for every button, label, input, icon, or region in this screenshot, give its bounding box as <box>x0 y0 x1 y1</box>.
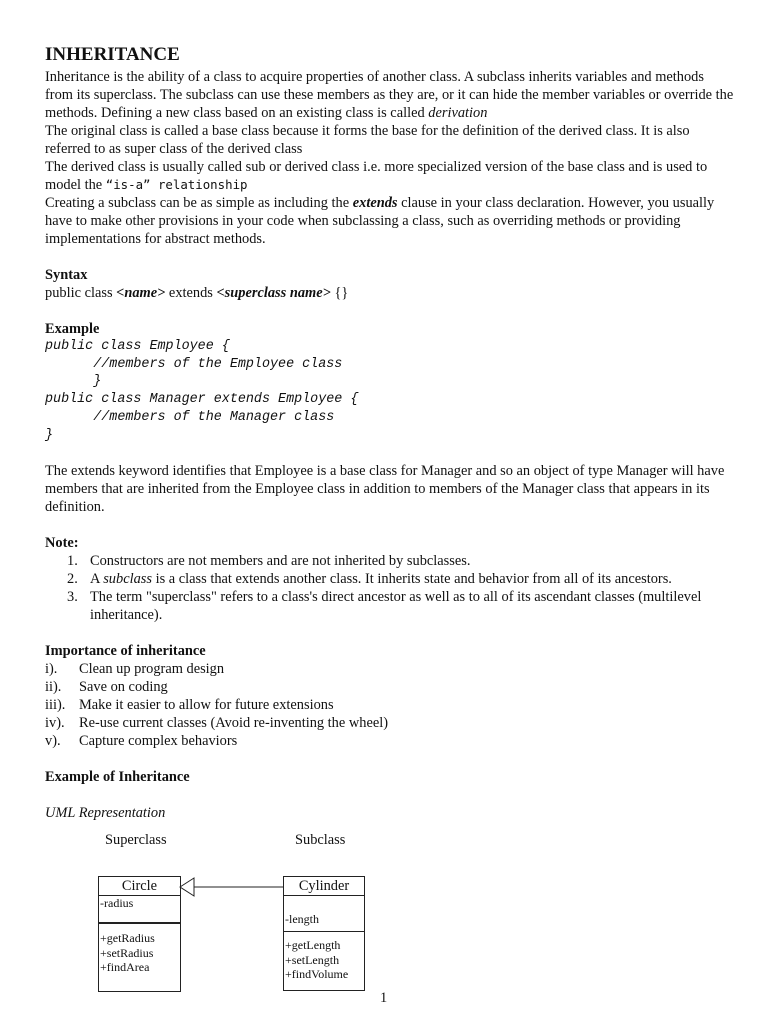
importance-text: Clean up program design <box>79 661 225 678</box>
document-page <box>45 44 735 822</box>
superclass-label: Superclass <box>105 832 167 848</box>
note-heading: Note: <box>45 535 79 552</box>
code-line: public class Manager extends Employee { <box>45 392 359 408</box>
importance-item <box>45 714 735 732</box>
example-inheritance-heading: Example of Inheritance <box>45 769 190 786</box>
note-text: Constructors are not members and are not inherited by subclasses. <box>90 553 471 570</box>
importance-item <box>45 696 735 714</box>
inheritance-arrowhead-icon <box>180 878 194 896</box>
intro-paragraph-4 <box>45 194 735 248</box>
intro-text-4b: clause in your class declaration. However, you usually have to make other provisions in your code when subclassing a class, such as overriding methods or providing implementations for abstract methods. <box>45 195 715 247</box>
term-derivation: derivation <box>428 105 488 121</box>
note-list <box>45 552 735 624</box>
example-heading: Example <box>45 321 100 337</box>
code-line: } <box>45 374 102 390</box>
term-subclass: subclass <box>103 571 152 588</box>
term-is-a: “is-a” relationship <box>105 177 248 192</box>
note-number: 3. <box>67 589 78 606</box>
code-line: //members of the Manager class <box>45 409 335 425</box>
importance-number: iii). <box>45 697 66 714</box>
syntax-heading: Syntax <box>45 267 88 283</box>
term-extends: extends <box>352 195 398 211</box>
intro-text-1: Inheritance is the ability of a class to acquire properties of another class. A subclass inherits variables and methods from its superclass. The subclass can use these members as they are, or it can hide the member variables or override the methods. Defining a new class based on an existing class is called <box>45 69 734 121</box>
syntax-suffix: {} <box>330 285 349 301</box>
importance-text: Save on coding <box>79 679 168 696</box>
intro-paragraph-1 <box>45 68 735 122</box>
example-explanation: The extends keyword identifies that Employee is a base class for Manager and so an object of type Manager will have members that are inherited from the Employee class in addition to members of the Manager class that appears in its definition. <box>45 463 725 516</box>
note-item <box>45 552 735 570</box>
note-text: The term "superclass" refers to a class's direct ancestor as well as to all of its ascendant classes (multilevel inheritance). <box>90 589 702 624</box>
uml-method: +findVolume <box>285 967 349 981</box>
code-line: //members of the Employee class <box>45 356 343 372</box>
syntax-super-tag: <superclass name> <box>216 285 331 301</box>
uml-method: +setRadius <box>100 945 154 960</box>
uml-method: +setLength <box>285 952 340 967</box>
code-line: public class Employee { <box>45 339 230 354</box>
note-item <box>45 588 735 624</box>
note-text: is a class that extends another class. It inherits state and behavior from all of its ancestors. <box>151 571 672 588</box>
note-text: A <box>90 571 104 588</box>
subclass-label: Subclass <box>295 832 346 848</box>
importance-number: ii). <box>45 679 62 696</box>
syntax-prefix: public class <box>45 285 117 301</box>
note-item <box>45 570 735 588</box>
uml-heading: UML Representation <box>45 805 166 822</box>
code-line: } <box>45 427 54 443</box>
uml-methods <box>284 932 364 982</box>
uml-method: +getLength <box>285 938 341 952</box>
importance-item <box>45 678 735 696</box>
uml-attributes <box>284 896 364 932</box>
importance-item <box>45 660 735 678</box>
uml-method: +getRadius <box>100 931 155 945</box>
inheritance-arrow <box>178 874 286 900</box>
code-block <box>45 338 735 444</box>
intro-text-3: The derived class is usually called sub or derived class i.e. more specialized version of the base class and is used to model the <box>45 159 708 193</box>
intro-paragraph-3 <box>45 158 735 194</box>
importance-list <box>45 660 735 750</box>
syntax-name-tag: <name> <box>116 285 166 301</box>
uml-class-name: Circle <box>99 877 180 896</box>
importance-number: i). <box>45 661 58 678</box>
page-number: 1 <box>380 990 388 1006</box>
uml-class-name: Cylinder <box>284 877 364 896</box>
importance-text: Make it easier to allow for future extensions <box>79 697 334 714</box>
intro-paragraph-2: The original class is called a base class because it forms the base for the definition of the derived class. It is also referred to as super class of the derived class <box>45 123 690 157</box>
importance-text: Re-use current classes (Avoid re-inventing the wheel) <box>79 715 389 732</box>
intro-text-4a: Creating a subclass can be as simple as including the <box>45 195 353 211</box>
importance-text: Capture complex behaviors <box>79 733 238 750</box>
uml-class-circle <box>98 876 181 992</box>
uml-class-cylinder <box>283 876 365 991</box>
page-title: INHERITANCE <box>45 44 180 65</box>
uml-attribute: -length <box>285 912 319 926</box>
uml-methods <box>99 924 180 975</box>
syntax-middle: extends <box>165 285 217 301</box>
uml-attributes <box>99 896 180 924</box>
importance-number: v). <box>45 733 61 750</box>
syntax-line <box>45 284 735 302</box>
uml-attribute: -radius <box>100 896 134 910</box>
uml-method: +findArea <box>100 960 150 974</box>
note-number: 2. <box>67 571 78 588</box>
importance-number: iv). <box>45 715 65 732</box>
note-number: 1. <box>67 553 78 570</box>
importance-item <box>45 732 735 750</box>
importance-heading: Importance of inheritance <box>45 643 206 660</box>
